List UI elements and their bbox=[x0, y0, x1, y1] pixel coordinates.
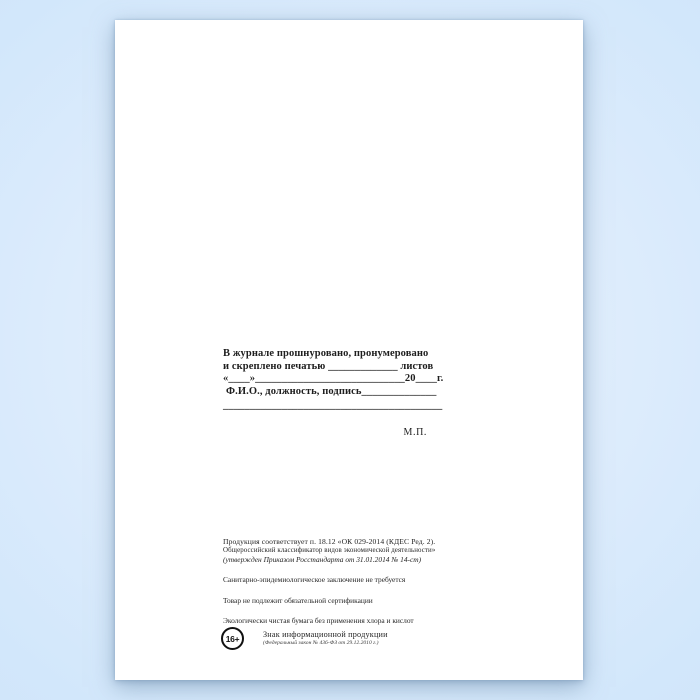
binding-statement-line4: Ф.И.О., должность, подпись______________ bbox=[226, 385, 437, 397]
product-conformity-line1: Продукция соответствует п. 18.12 «ОК 029-2014 (КДЕС Ред. 2). bbox=[223, 537, 436, 546]
binding-statement bbox=[223, 348, 444, 440]
product-conformity-line3: (утвержден Приказом Росстандарта от 31.01.2014 № 14-ст) bbox=[223, 554, 422, 564]
binding-statement-line2: и скреплено печатью _____________ листов bbox=[223, 360, 434, 372]
seal-place-label: М.П. bbox=[403, 427, 427, 438]
binding-statement-line1: В журнале прошнуровано, пронумеровано bbox=[223, 348, 429, 359]
binding-statement-line5: _________________________________________ bbox=[223, 399, 443, 411]
age-rating-text bbox=[263, 630, 388, 647]
certification-note: Товар не подлежит обязательной сертификации bbox=[223, 596, 373, 605]
age-rating-label: Знак информационной продукции bbox=[263, 630, 388, 639]
eco-paper-note: Экологически чистая бумага без применения хлора и кислот bbox=[223, 616, 414, 625]
age-rating-row bbox=[221, 627, 388, 650]
age-rating-law: (Федеральный закон № 436-ФЗ от 29.12.2010 г.) bbox=[263, 640, 379, 646]
product-conformity-line2: Общероссийский классификатор видов экономической деятельности» bbox=[223, 546, 436, 554]
journal-back-page bbox=[115, 20, 583, 680]
binding-statement-line3: «____»____________________________20____г. bbox=[223, 373, 444, 384]
sanitary-note: Санитарно-эпидемиологическое заключение не требуется bbox=[223, 575, 406, 584]
age-rating-16plus-icon: 16+ bbox=[221, 627, 244, 650]
